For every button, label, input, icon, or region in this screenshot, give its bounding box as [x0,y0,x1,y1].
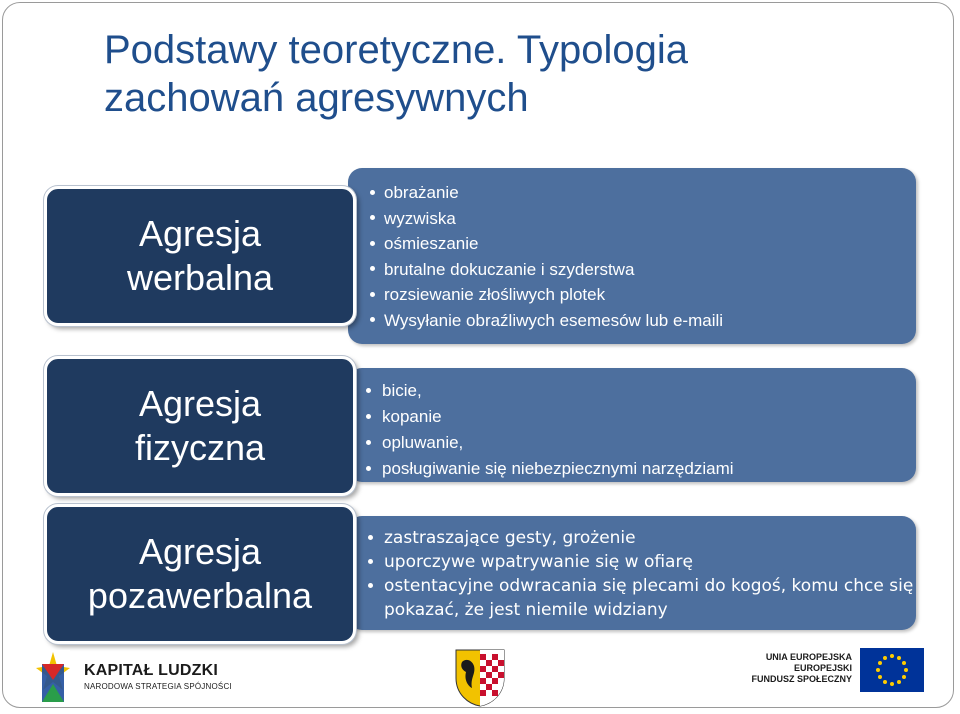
list-item: ostentacyjne odwracania się plecami do kogoś, komu chce się pokazać, że jest niemile widziany [368,574,916,622]
list-item: bicie, [366,378,916,404]
footer-logos [0,640,960,714]
verbal-aggression-list [370,180,916,333]
category-label-line-1: Agresja [138,383,262,424]
list-item: wyzwiska [370,206,916,232]
voivodeship-crest-icon [454,648,506,708]
list-item: ośmieszanie [370,231,916,257]
category-label-line-2: pozawerbalna [87,575,313,616]
list-item: rozsiewanie złośliwych plotek [370,282,916,308]
nonverbal-aggression-details [348,516,916,630]
title-line-2: zachowań agresywnych [104,76,529,120]
list-item: opluwanie, [366,430,916,456]
physical-aggression-box [44,356,356,496]
list-item: uporczywe wpatrywanie się w ofiarę [368,550,916,574]
physical-aggression-details [348,368,916,482]
eu-line-3: FUNDUSZ SPOŁECZNY [751,674,852,684]
eu-line-1: UNIA EUROPEJSKA [765,652,852,662]
kapital-ludzki-subtitle: NARODOWA STRATEGIA SPÓJNOŚCI [84,682,232,691]
category-label-line-1: Agresja [138,213,262,254]
kapital-ludzki-title: KAPITAŁ LUDZKI [84,662,219,679]
category-label-line-2: fizyczna [134,427,266,468]
verbal-aggression-details [348,168,916,344]
eu-line-2: EUROPEJSKI [793,663,852,673]
list-item: obrażanie [370,180,916,206]
kapital-ludzki-star-logo-icon [36,650,70,704]
verbal-aggression-box [44,186,356,326]
list-item: zastraszające gesty, grożenie [368,526,916,550]
category-label-line-2: werbalna [126,257,274,298]
physical-aggression-list [366,378,916,482]
slide-title [104,26,904,122]
list-item: posługiwanie się niebezpiecznymi narzędziami [366,456,916,482]
list-item: kopanie [366,404,916,430]
nonverbal-aggression-box [44,504,356,644]
nonverbal-aggression-list [368,526,916,622]
eu-text [732,652,852,685]
list-item: brutalne dokuczanie i szyderstwa [370,257,916,283]
eu-flag-icon [860,648,924,692]
list-item: Wysyłanie obraźliwych esemesów lub e-maili [370,308,916,334]
category-label-line-1: Agresja [138,531,262,572]
title-line-1: Podstawy teoretyczne. Typologia [104,28,689,72]
